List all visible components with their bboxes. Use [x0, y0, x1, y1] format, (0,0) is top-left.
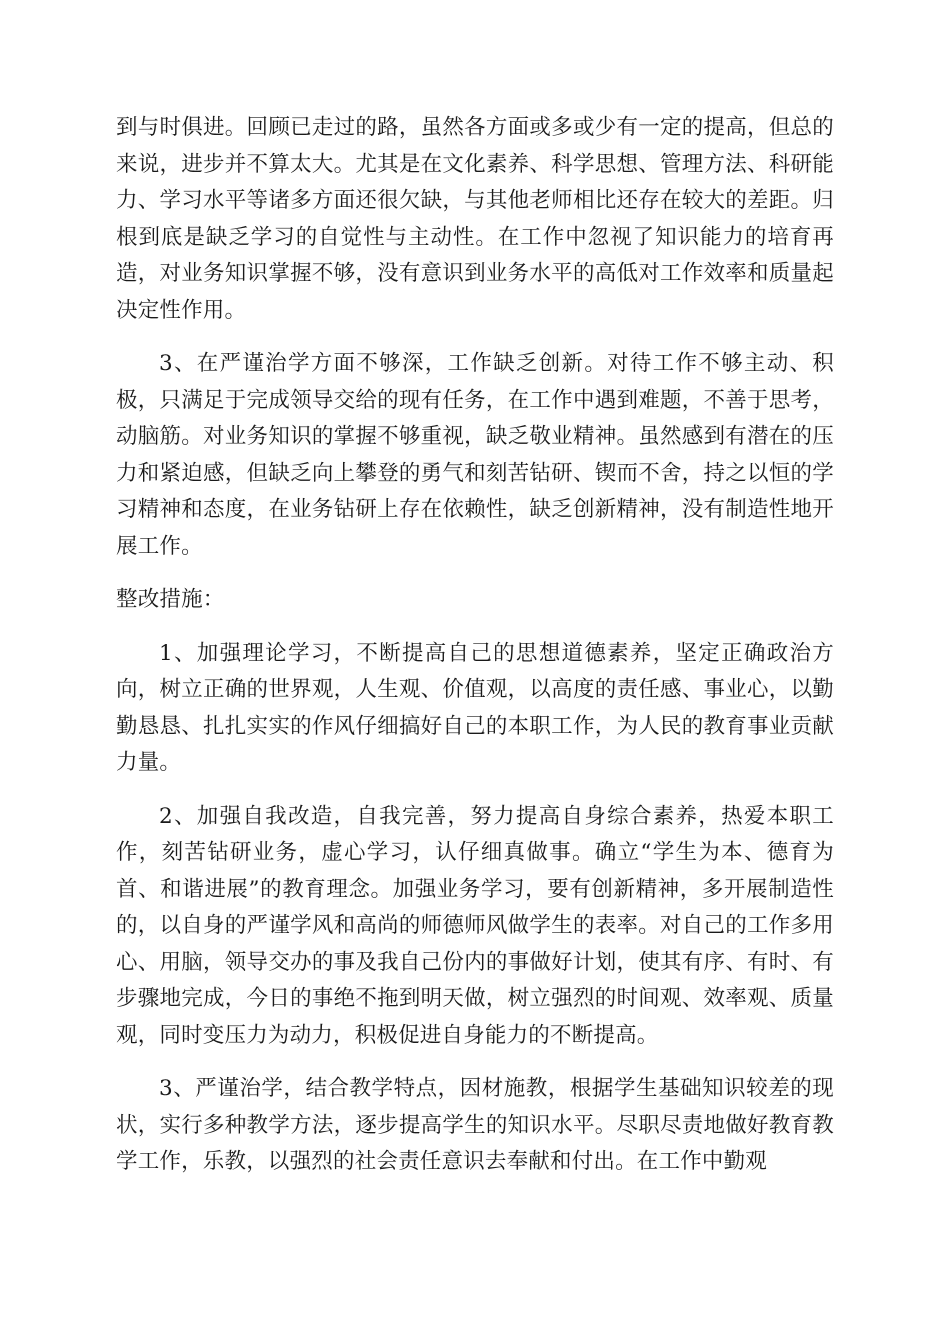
paragraph-measure-3: 3、严谨治学，结合教学特点，因材施教，根据学生基础知识较差的现状，实行多种教学方法，逐步提高学生的知识水平。尽职尽责地做好教育教学工作，乐教，以强烈的社会责任意识去奉献和付出。在工作中勤观 [116, 1076, 834, 1174]
document-body [116, 110, 834, 1198]
paragraph-measure-1: 1、加强理论学习，不断提高自己的思想道德素养，坚定正确政治方向，树立正确的世界观，人生观、价值观，以高度的责任感、事业心，以勤勤恳恳、扎扎实实的作风仔细搞好自己的本职工作，为人民的教育事业贡献力量。 [116, 640, 834, 775]
paragraph-measure-2: 2、加强自我改造，自我完善，努力提高自身综合素养，热爱本职工作，刻苦钻研业务，虚心学习，认仔细真做事。确立“学生为本、德育为首、和谐进展”的教育理念。加强业务学习，要有创新精神，多开展制造性的，以自身的严谨学风和高尚的师德师风做学生的表率。对自己的工作多用心、用脑，领导交办的事及我自己份内的事做好计划，使其有序、有时、有步骤地完成，今日的事绝不拖到明天做，树立强烈的时间观、效率观、质量观，同时变压力为动力，积极促进自身能力的不断提高。 [116, 803, 834, 1048]
paragraph-continuation: 到与时俱进。回顾已走过的路，虽然各方面或多或少有一定的提高，但总的来说，进步并不算太大。尤其是在文化素养、科学思想、管理方法、科研能力、学习水平等诸多方面还很欠缺，与其他老师相比还存在较大的差距。归根到底是缺乏学习的自觉性与主动性。在工作中忽视了知识能力的培育再造，对业务知识掌握不够，没有意识到业务水平的高低对工作效率和质量起决定性作用。 [116, 115, 834, 323]
paragraph-problem-3: 3、在严谨治学方面不够深，工作缺乏创新。对待工作不够主动、积极，只满足于完成领导交给的现有任务，在工作中遇到难题，不善于思考，动脑筋。对业务知识的掌握不够重视，缺乏敬业精神。虽然感到有潜在的压力和紧迫感，但缺乏向上攀登的勇气和刻苦钻研、锲而不舍，持之以恒的学习精神和态度，在业务钻研上存在依赖性，缺乏创新精神，没有制造性地开展工作。 [116, 351, 834, 559]
section-heading-measures: 整改措施： [116, 587, 225, 612]
